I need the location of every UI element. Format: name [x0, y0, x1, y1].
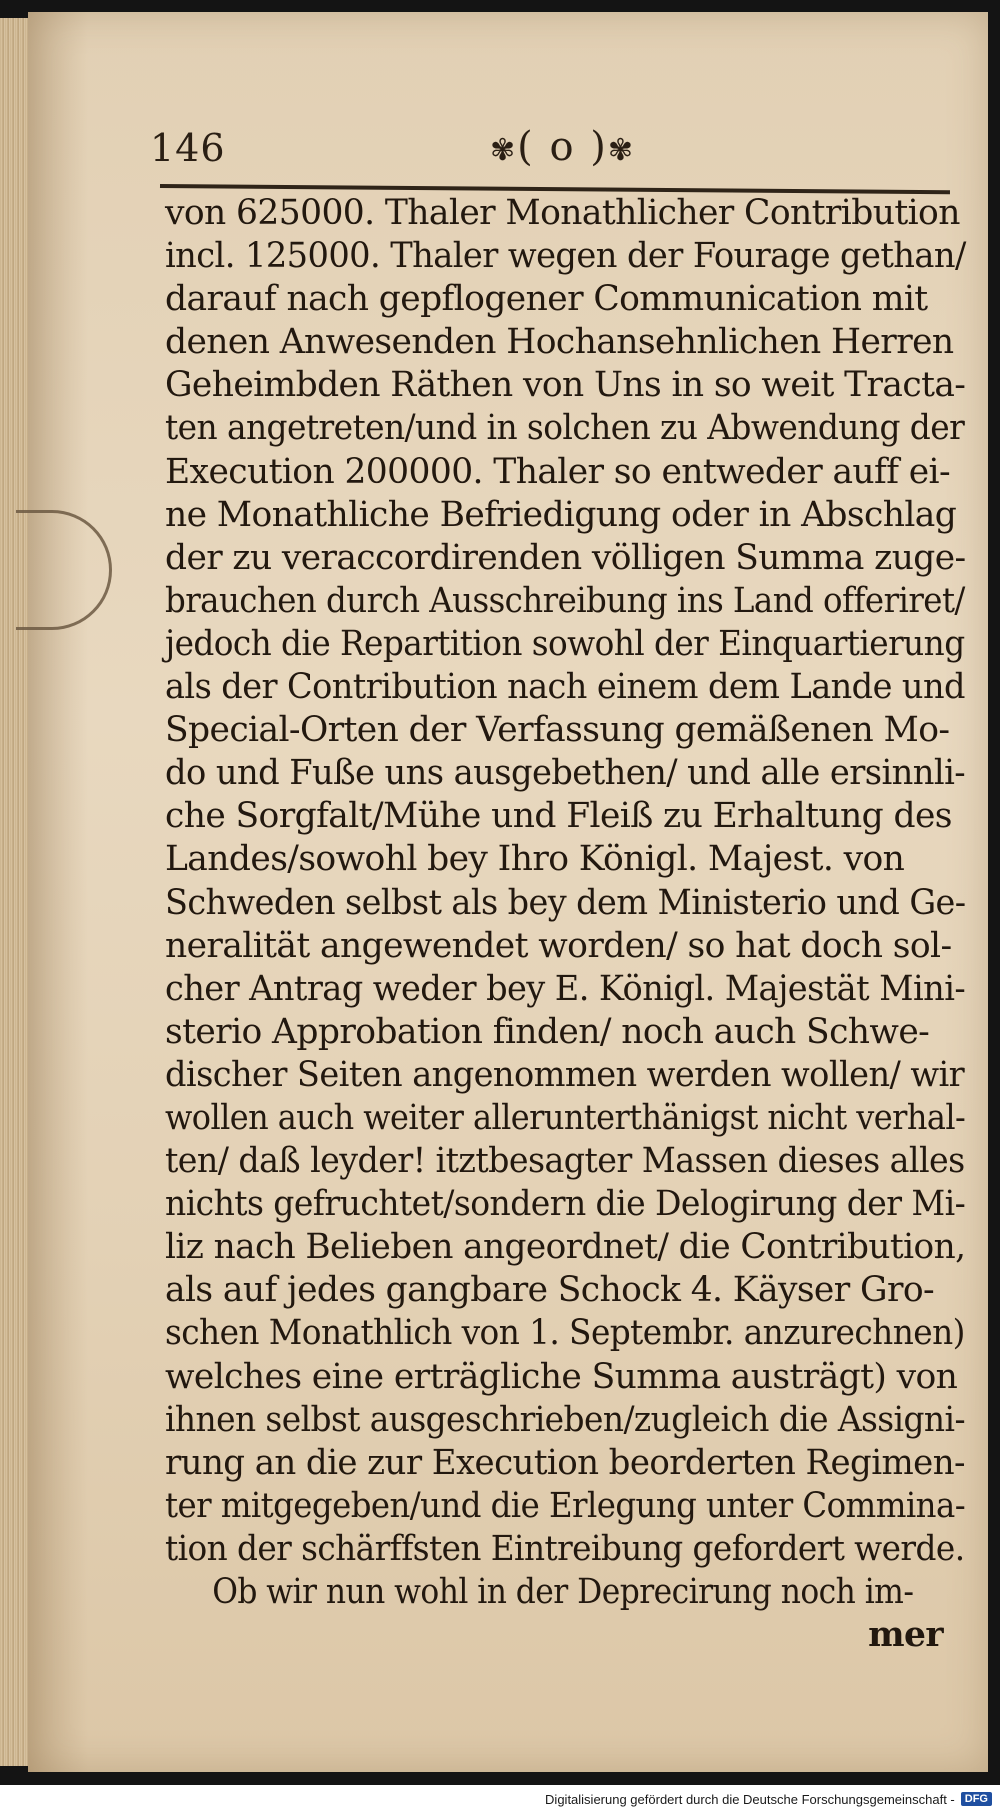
text-line: Special-Orten der Verfassung gemäßenen Mo-	[165, 710, 950, 751]
text-line: cher Antrag weder bey E. Königl. Majestät Mini-	[165, 968, 966, 1009]
text-line: do und Fuße uns ausgebethen/ und alle ersinnli-	[165, 753, 966, 794]
dfg-logo-icon: DFG	[961, 1792, 992, 1806]
text-line: neralität angewendet worden/ so hat doch sol-	[165, 925, 952, 966]
text-line: denen Anwesenden Hochansehnlichen Herren	[165, 322, 954, 363]
text-line: nichts gefruchtet/sondern die Delogirung der Mi-	[165, 1184, 966, 1225]
ornament-center: ( o )	[517, 124, 608, 170]
text-line: tion der schärffsten Eintreibung gefordert werde.	[165, 1528, 965, 1569]
text-line: ne Monathliche Befriedigung oder in Abschlag	[165, 494, 957, 535]
text-line: jedoch die Repartition sowohl der Einquartierung	[165, 623, 965, 664]
text-line: rung an die zur Execution beorderten Regimen-	[165, 1442, 965, 1483]
catchword: mer	[868, 1615, 943, 1656]
text-line: von 625000. Thaler Monathlicher Contribution	[165, 193, 960, 233]
ornament-flower-left-icon: ✾	[490, 133, 518, 168]
text-line: liz nach Belieben angeordnet/ die Contribution,	[165, 1227, 966, 1268]
binding-clasp	[16, 510, 112, 630]
page-number: 146	[150, 126, 226, 170]
text-line: ten/ daß leyder! itztbesagter Massen dieses alles	[165, 1141, 965, 1182]
text-line: wollen auch weiter allerunterthänigst nicht verhal-	[165, 1097, 966, 1138]
page-body	[165, 192, 965, 1657]
text-line: discher Seiten angenommen werden wollen/ wir	[165, 1054, 965, 1095]
text-line: che Sorgfalt/Mühe und Fleiß zu Erhaltung des	[165, 796, 952, 837]
text-line: ter mitgegeben/und die Erlegung unter Commina-	[165, 1485, 966, 1526]
text-line: als der Contribution nach einem dem Lande und	[165, 667, 965, 708]
text-line: sterio Approbation finden/ noch auch Schwe-	[165, 1011, 930, 1052]
text-line: als auf jedes gangbare Schock 4. Käyser Gro-	[165, 1270, 935, 1311]
digitization-footer	[0, 1785, 1000, 1813]
text-line: Geheimbden Räthen von Uns in so weit Tracta-	[165, 365, 966, 406]
footer-credit: Digitalisierung gefördert durch die Deutsche Forschungsgemeinschaft -	[545, 1791, 955, 1807]
text-line: incl. 125000. Thaler wegen der Fourage gethan/	[165, 236, 966, 277]
text-line: welches eine erträgliche Summa austrägt) von	[165, 1356, 958, 1397]
text-line: Execution 200000. Thaler so entweder auff ei-	[165, 451, 951, 492]
text-line: darauf nach gepflogener Communication mit	[165, 279, 928, 320]
text-line: brauchen durch Ausschreibung ins Land offeriret/	[165, 580, 965, 621]
text-line: schen Monathlich von 1. Septembr. anzurechnen)	[165, 1313, 965, 1354]
text-line: ten angetreten/und in solchen zu Abwendung der	[165, 408, 965, 449]
text-line: Schweden selbst als bey dem Ministerio und Ge-	[165, 882, 966, 923]
header-ornament	[490, 124, 635, 170]
page-header	[150, 126, 950, 186]
text-line: Landes/sowohl bey Ihro Königl. Majest. von	[165, 839, 905, 880]
ornament-flower-right-icon: ✾	[607, 133, 636, 168]
text-line: der zu veraccordirenden völligen Summa zuge-	[165, 537, 966, 578]
text-line-paragraph-start: Ob wir nun wohl in der Deprecirung noch im-	[212, 1572, 914, 1612]
text-line: ihnen selbst ausgeschrieben/zugleich die Assigni-	[165, 1399, 965, 1440]
